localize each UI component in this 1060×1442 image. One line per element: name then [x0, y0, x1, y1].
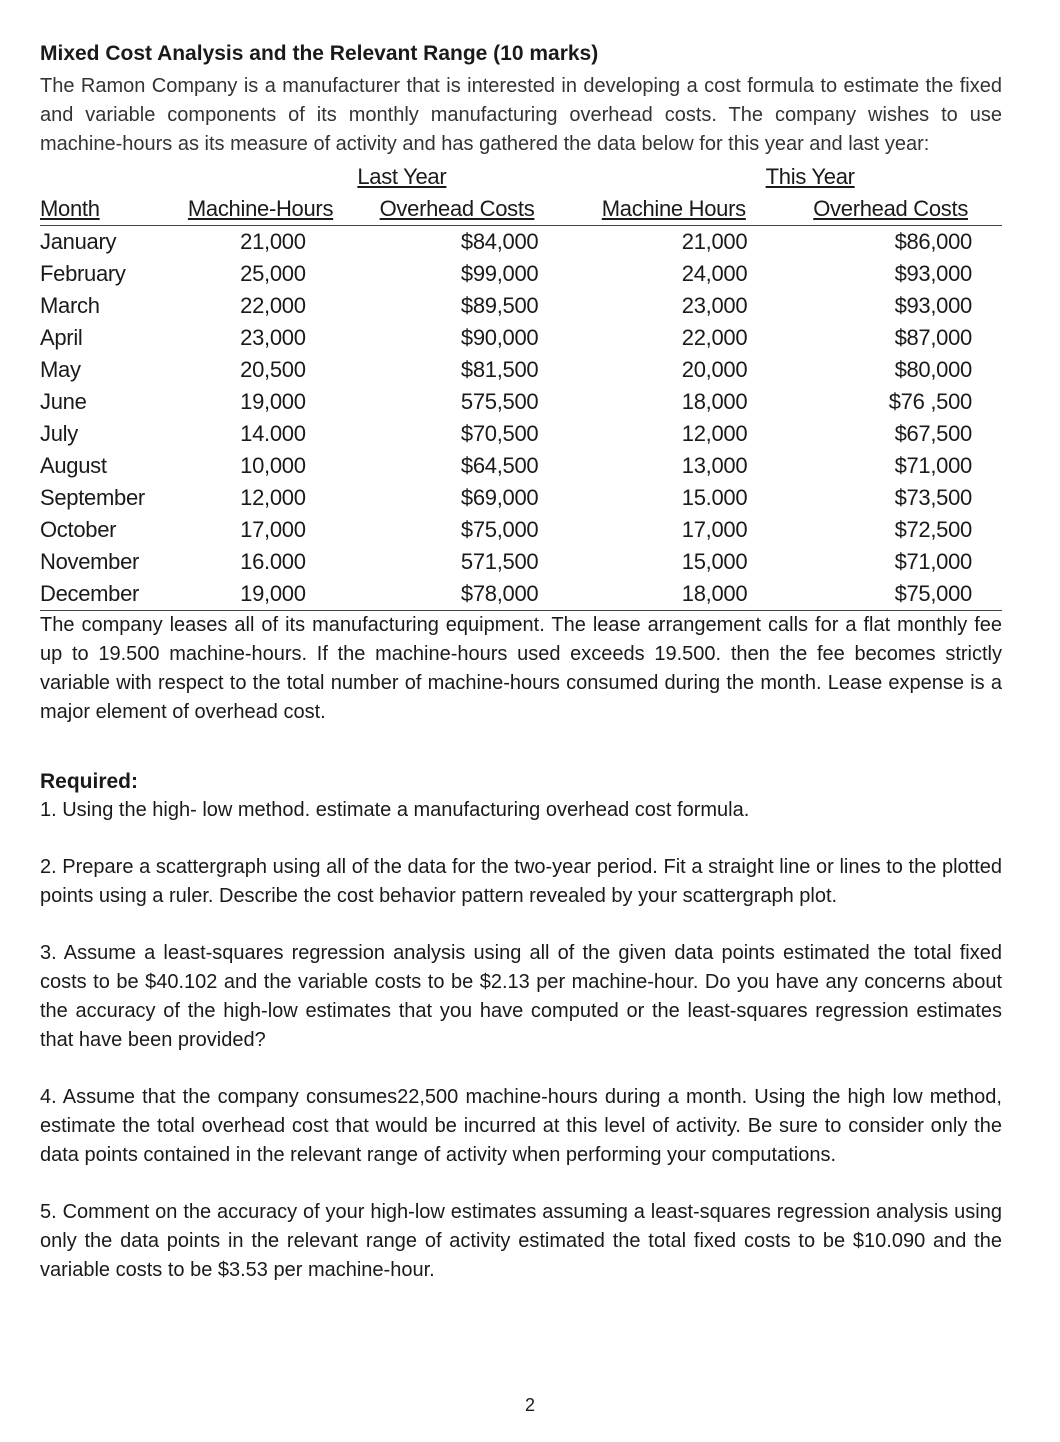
table-row [40, 258, 1002, 290]
value-cell: 19,000 [175, 578, 345, 611]
column-header-row [40, 193, 1002, 226]
month-cell: November [40, 549, 140, 574]
table-row [40, 322, 1002, 354]
table-row [40, 578, 1002, 611]
header-machine-hours-this: Machine Hours [601, 196, 746, 221]
value-cell: 24,000 [681, 261, 748, 286]
month-cell: September [40, 485, 145, 510]
value-cell: $73,500 [894, 485, 972, 510]
value-cell: 17,000 [681, 517, 748, 542]
question-5: 5. Comment on the accuracy of your high-low estimates assuming a least-squares regression analysis using only the data points in the relevant range of activity estimated the total fixed costs to be $10.090 and the variable costs to be $3.53 per machine-hour. [40, 1201, 1002, 1281]
month-cell: February [40, 261, 126, 286]
value-cell: $70,500 [460, 421, 539, 446]
value-cell: $93,000 [894, 261, 972, 286]
value-cell: 20,500 [240, 357, 306, 382]
question-3: 3. Assume a least-squares regression analysis using all of the given data points estimated the total fixed costs to be $40.102 and the variable costs to be $2.13 per machine-hour. Do you have any concerns about the accuracy of the high-low estimates that you have computed or the least-squares regression estimates that have been provided? [40, 942, 1002, 1051]
value-cell: 20,000 [681, 357, 748, 382]
month-cell: July [40, 421, 78, 446]
table-row [40, 418, 1002, 450]
value-cell: 15,000 [681, 549, 748, 574]
value-cell: 12,000 [240, 485, 306, 510]
value-cell: $75,000 [779, 578, 1002, 611]
value-cell: $80,000 [894, 357, 972, 382]
required-heading: Required: [40, 770, 139, 793]
value-cell: 22,000 [681, 325, 748, 350]
month-cell: January [40, 229, 117, 254]
value-cell: 22,000 [240, 293, 306, 318]
value-cell: $78,000 [346, 578, 569, 611]
value-cell: $76 ,500 [888, 389, 972, 414]
value-cell: 15.000 [681, 485, 748, 510]
question-2: 2. Prepare a scattergraph using all of the data for the two-year period. Fit a straight line or lines to the plotted points using a ruler. Describe the cost behavior pattern revealed by your scattergraph plot. [40, 856, 1002, 907]
month-cell: May [40, 357, 81, 382]
value-cell: $84,000 [460, 229, 539, 254]
table-row [40, 226, 1002, 259]
value-cell: $93,000 [894, 293, 972, 318]
value-cell: $71,000 [894, 549, 972, 574]
value-cell: $64,500 [460, 453, 539, 478]
month-cell: June [40, 389, 87, 414]
value-cell: $67,500 [894, 421, 972, 446]
value-cell: 18,000 [568, 578, 779, 611]
month-cell: October [40, 517, 117, 542]
month-cell: December [40, 578, 175, 611]
document-page [40, 40, 1002, 1285]
header-overhead-last: Overhead Costs [379, 196, 535, 221]
table-row [40, 290, 1002, 322]
table-row [40, 546, 1002, 578]
value-cell: $87,000 [894, 325, 972, 350]
value-cell: $99,000 [460, 261, 539, 286]
group-this-year: This Year [765, 164, 855, 189]
value-cell: 21,000 [240, 229, 306, 254]
value-cell: 10,000 [240, 453, 306, 478]
document-title: Mixed Cost Analysis and the Relevant Range (10 marks) [40, 42, 599, 65]
header-machine-hours-last: Machine-Hours [187, 196, 334, 221]
table-row [40, 354, 1002, 386]
value-cell: $69,000 [460, 485, 539, 510]
intro-paragraph: The Ramon Company is a manufacturer that is interested in developing a cost formula to estimate the fixed and variable components of its monthly manufacturing overhead costs. The company wishes to use machine-hours as its measure of activity and has gathered the data below for this year and last year: [40, 75, 1002, 155]
value-cell: $72,500 [894, 517, 972, 542]
group-header-row [40, 161, 1002, 193]
table-row [40, 482, 1002, 514]
value-cell: 25,000 [240, 261, 306, 286]
data-table [40, 161, 1002, 611]
header-month: Month [40, 196, 100, 221]
value-cell: $75,000 [460, 517, 539, 542]
value-cell: $89,500 [460, 293, 539, 318]
value-cell: $71,000 [894, 453, 972, 478]
value-cell: 18,000 [681, 389, 748, 414]
page-number: 2 [524, 1395, 535, 1415]
value-cell: 19,000 [240, 389, 306, 414]
lease-paragraph: The company leases all of its manufacturing equipment. The lease arrangement calls for a flat monthly fee up to 19.500 machine-hours. If the machine-hours used exceeds 19.500. then the fee becomes strictly variable with respect to the total number of machine-hours consumed during the month. Lease expense is a major element of overhead cost. [40, 614, 1002, 723]
value-cell: 12,000 [681, 421, 748, 446]
value-cell: 23,000 [681, 293, 748, 318]
value-cell: 21,000 [681, 229, 748, 254]
header-overhead-this: Overhead Costs [813, 196, 969, 221]
month-cell: March [40, 293, 100, 318]
month-cell: April [40, 325, 83, 350]
value-cell: 23,000 [240, 325, 306, 350]
value-cell: $81,500 [460, 357, 539, 382]
month-cell: August [40, 453, 107, 478]
group-last-year: Last Year [357, 164, 447, 189]
value-cell: 17,000 [240, 517, 306, 542]
value-cell: 571,500 [460, 549, 539, 574]
table-row [40, 514, 1002, 546]
value-cell: 575,500 [460, 389, 539, 414]
table-row [40, 450, 1002, 482]
question-1: 1. Using the high- low method. estimate a manufacturing overhead cost formula. [40, 799, 750, 821]
value-cell: 14.000 [240, 421, 306, 446]
table-row [40, 386, 1002, 418]
value-cell: $86,000 [894, 229, 972, 254]
value-cell: 16.000 [240, 549, 306, 574]
value-cell: $90,000 [460, 325, 539, 350]
question-4: 4. Assume that the company consumes22,500 machine-hours during a month. Using the high low method, estimate the total overhead cost that would be incurred at this level of activity. Be sure to consider only the data points contained in the relevant range of activity when performing your computations. [40, 1086, 1002, 1166]
value-cell: 13,000 [681, 453, 748, 478]
